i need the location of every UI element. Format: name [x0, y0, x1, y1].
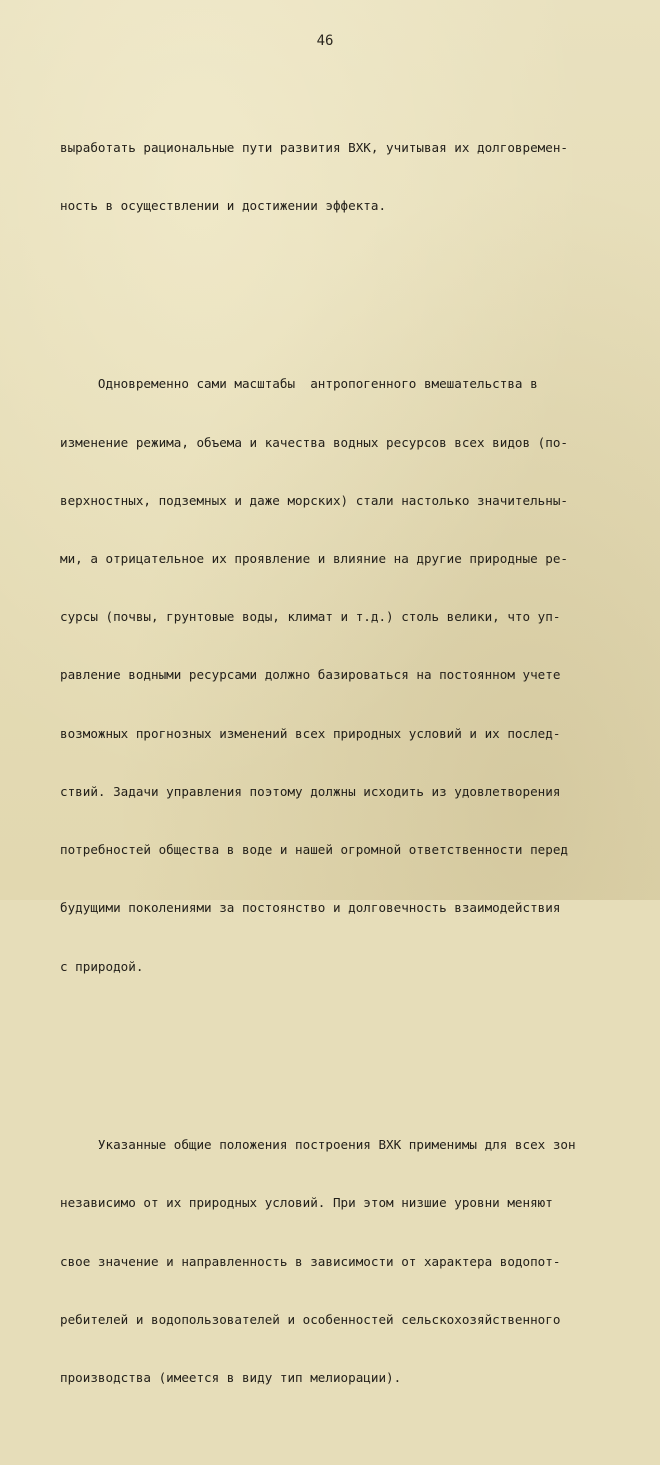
- text-line: Указанные общие положения построения ВХК применимы для всех зон: [60, 1137, 576, 1153]
- text-line: сурсы (почвы, грунтовые воды, климат и т.д.) столь велики, что уп-: [60, 609, 561, 625]
- text-line: верхностных, подземных и даже морских) стали настолько значительны-: [60, 492, 568, 508]
- paragraph-2: [60, 336, 650, 1015]
- text-line: производства (имеется в виду тип мелиорации).: [60, 1369, 402, 1385]
- paragraph-3: [60, 1096, 650, 1426]
- text-line: возможных прогнозных изменений всех природных условий и их послед-: [60, 725, 561, 741]
- text-line: Одновременно сами масштабы антропогенного вмешательства в: [60, 376, 538, 392]
- text-line: изменение режима, объема и качества водных ресурсов всех видов (по-: [60, 434, 568, 450]
- text-line: ребителей и водопользователей и особенностей сельскохозяйственного: [60, 1311, 561, 1327]
- text-line: с природой.: [60, 958, 144, 974]
- text-line: свое значение и направленность в зависимости от характера водопот-: [60, 1253, 561, 1269]
- text-line: будущими поколениями за постоянство и долговечность взаимодействия: [60, 900, 561, 916]
- text-line: потребностей общества в воде и нашей огромной ответственности перед: [60, 842, 568, 858]
- text-line: ствий. Задачи управления поэтому должны исходить из удовлетворения: [60, 783, 561, 799]
- text-line: выработать рациональные пути развития ВХК, учитывая их долговремен-: [60, 139, 568, 155]
- text-line: равление водными ресурсами должно базироваться на постоянном учете: [60, 667, 561, 683]
- text-line: ми, а отрицательное их проявление и влияние на другие природные ре-: [60, 551, 568, 567]
- text-line: независимо от их природных условий. При этом низшие уровни меняют: [60, 1195, 553, 1211]
- body-text: [60, 60, 650, 1465]
- page-number: 46: [316, 33, 334, 49]
- text-line: ность в осуществлении и достижении эффекта.: [60, 197, 387, 213]
- paragraph-1: [60, 99, 650, 254]
